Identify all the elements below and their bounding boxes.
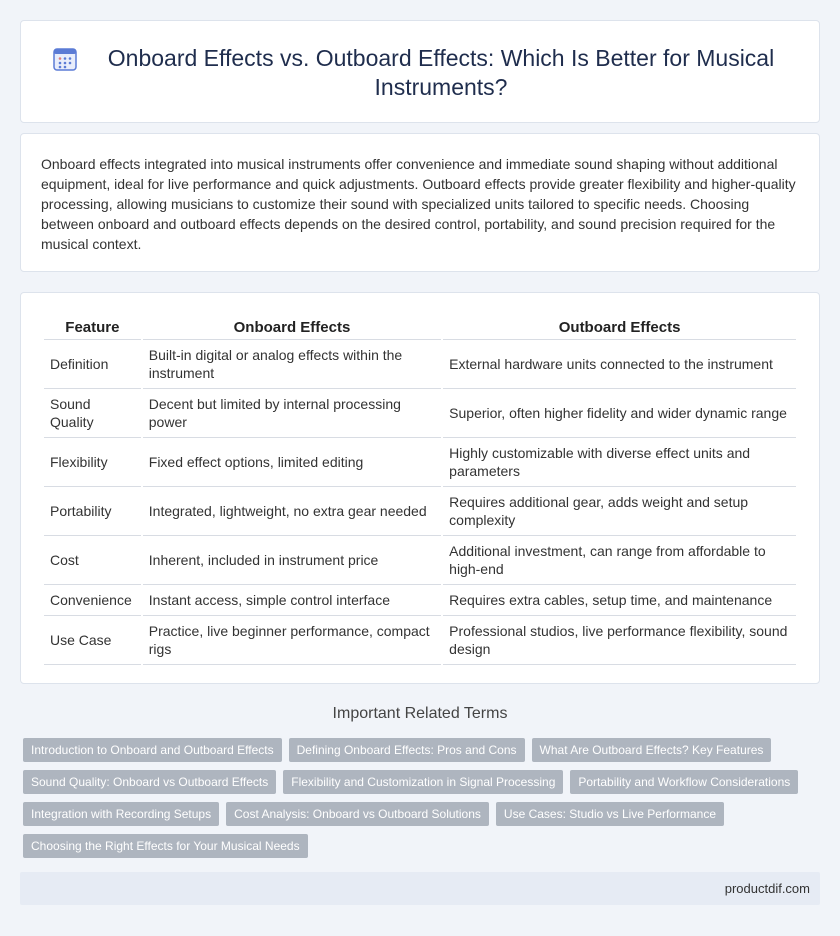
cell-outboard: Requires additional gear, adds weight and setup complexity (443, 487, 796, 536)
column-header-outboard: Outboard Effects (443, 314, 796, 340)
cell-feature: Convenience (44, 585, 141, 616)
related-term-tag[interactable]: Portability and Workflow Considerations (570, 770, 798, 794)
footer-site-name[interactable]: productdif.com (724, 881, 810, 896)
cell-onboard: Fixed effect options, limited editing (143, 438, 441, 487)
table-row (44, 487, 796, 536)
related-term-tag[interactable]: Defining Onboard Effects: Pros and Cons (289, 738, 525, 762)
comparison-table (42, 314, 798, 665)
cell-outboard: Additional investment, can range from affordable to high-end (443, 536, 796, 585)
related-term-tag[interactable]: Sound Quality: Onboard vs Outboard Effects (23, 770, 276, 794)
related-terms-heading: Important Related Terms (332, 705, 508, 722)
related-term-tag[interactable]: Introduction to Onboard and Outboard Effects (23, 738, 282, 762)
comparison-table-card (20, 292, 820, 684)
column-header-feature: Feature (44, 314, 141, 340)
cell-feature: Flexibility (44, 438, 141, 487)
cell-outboard: Highly customizable with diverse effect units and parameters (443, 438, 796, 487)
cell-onboard: Inherent, included in instrument price (143, 536, 441, 585)
cell-outboard: Professional studios, live performance flexibility, sound design (443, 616, 796, 665)
cell-onboard: Built-in digital or analog effects within the instrument (143, 340, 441, 389)
related-term-tag[interactable]: What Are Outboard Effects? Key Features (532, 738, 772, 762)
cell-feature: Cost (44, 536, 141, 585)
cell-onboard: Practice, live beginner performance, compact rigs (143, 616, 441, 665)
related-term-tag[interactable]: Use Cases: Studio vs Live Performance (496, 802, 724, 826)
cell-outboard: Superior, often higher fidelity and wider dynamic range (443, 389, 796, 438)
cell-feature: Portability (44, 487, 141, 536)
cell-onboard: Decent but limited by internal processing power (143, 389, 441, 438)
intro-paragraph: Onboard effects integrated into musical instruments offer convenience and immediate sound shaping without additional equipment, ideal for live performance and quick adjustments. Outboard effects provide greater flexibility and higher-quality processing, allowing musicians to customize their sound with specialized units tailored to specific needs. Choosing between onboard and outboard effects depends on the desired control, portability, and sound precision required for the musical context. (41, 156, 796, 252)
table-row (44, 616, 796, 665)
related-term-tag[interactable]: Choosing the Right Effects for Your Musical Needs (23, 834, 308, 858)
cell-onboard: Instant access, simple control interface (143, 585, 441, 616)
table-row (44, 340, 796, 389)
table-row (44, 585, 796, 616)
table-header-row (44, 314, 796, 340)
column-header-onboard: Onboard Effects (143, 314, 441, 340)
table-row (44, 389, 796, 438)
cell-feature: Sound Quality (44, 389, 141, 438)
intro-card (20, 133, 820, 272)
related-terms-list (23, 738, 823, 866)
cell-outboard: Requires extra cables, setup time, and maintenance (443, 585, 796, 616)
cell-outboard: External hardware units connected to the instrument (443, 340, 796, 389)
table-row (44, 438, 796, 487)
page-title: Onboard Effects vs. Outboard Effects: Which Is Better for Musical Instruments? (107, 44, 775, 100)
cell-feature: Use Case (44, 616, 141, 665)
related-term-tag[interactable]: Integration with Recording Setups (23, 802, 219, 826)
header-card (20, 20, 820, 123)
cell-onboard: Integrated, lightweight, no extra gear needed (143, 487, 441, 536)
related-term-tag[interactable]: Flexibility and Customization in Signal Processing (283, 770, 563, 794)
related-term-tag[interactable]: Cost Analysis: Onboard vs Outboard Solutions (226, 802, 489, 826)
cell-feature: Definition (44, 340, 141, 389)
table-row (44, 536, 796, 585)
footer (20, 872, 820, 905)
